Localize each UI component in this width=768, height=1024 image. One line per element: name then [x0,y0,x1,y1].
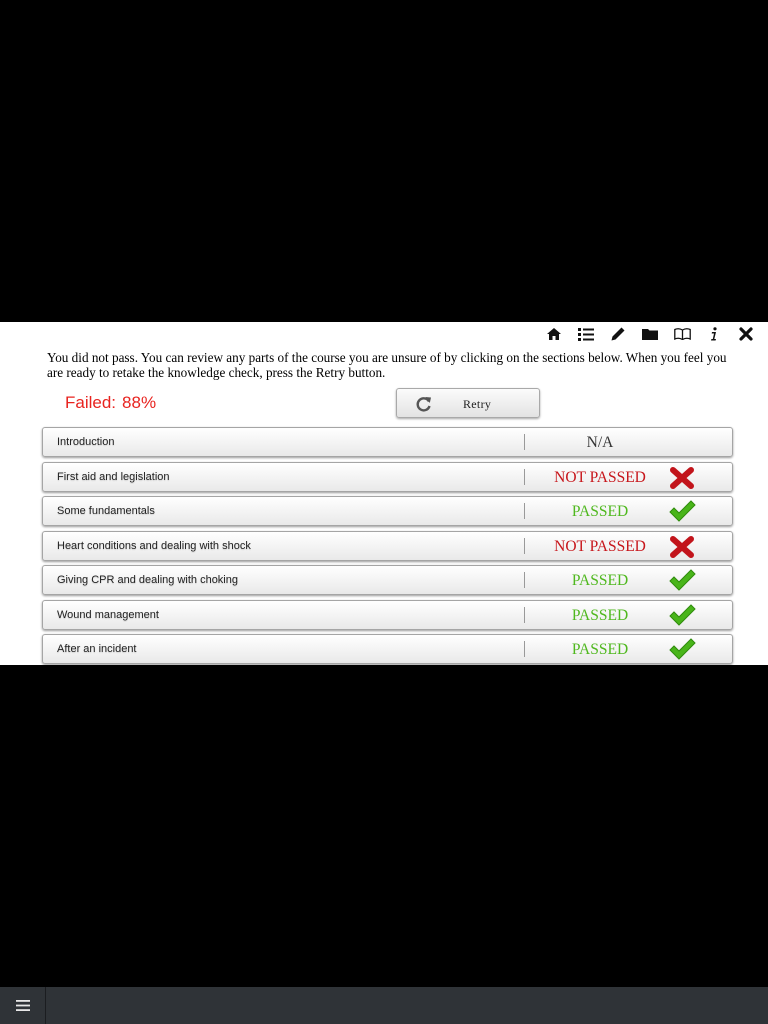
close-button[interactable] [730,324,762,344]
menu-button[interactable] [0,987,46,1024]
section-title: Heart conditions and dealing with shock [57,539,251,552]
section-title: After an incident [57,643,137,655]
section-status: NOT PASSED [554,537,646,555]
section-row[interactable] [42,427,733,457]
retry-label: Retry [463,397,492,411]
status-mark [668,535,696,559]
notes-button[interactable] [602,324,634,344]
divider [524,572,525,588]
section-row[interactable] [42,462,733,492]
section-row[interactable] [42,565,733,595]
status-mark [668,466,696,490]
hamburger-icon [16,1000,30,1011]
retry-button[interactable] [396,388,540,418]
section-status: PASSED [571,572,629,589]
divider [524,434,525,450]
info-button[interactable] [698,324,730,344]
home-button[interactable] [538,324,570,344]
cross-icon [668,466,696,490]
section-status: PASSED [571,503,629,520]
taskbar [0,987,768,1024]
status-mark [668,500,696,524]
book-icon [674,328,691,340]
check-icon [668,500,696,524]
section-title: Some fundamentals [57,505,155,517]
section-status: PASSED [571,606,629,624]
divider [524,607,525,623]
section-row[interactable] [42,496,733,526]
result-message: You did not pass. You can review any parts of the course you are unsure of by clicking on the sections below. When you feel you are ready to retake the knowledge check, press the Retry button. [47,350,727,380]
divider [524,469,525,485]
contents-button[interactable] [570,324,602,344]
section-title: First aid and legislation [57,470,170,483]
close-icon [739,327,753,341]
section-list [42,427,733,669]
section-status: NOT PASSED [554,468,646,486]
cross-icon [668,535,696,559]
section-status: PASSED [571,641,629,658]
section-title: Introduction [57,436,115,448]
section-row[interactable] [42,531,733,561]
divider [524,538,525,554]
info-icon [710,327,718,341]
toolbar [538,324,762,344]
check-icon [668,638,696,662]
section-title: Wound management [57,608,159,621]
glossary-button[interactable] [666,324,698,344]
divider [524,641,525,657]
status-mark [668,638,696,662]
divider [524,503,525,519]
result-label: Failed: [65,393,117,412]
check-icon [668,604,696,628]
result-score [65,393,156,413]
section-title: Giving CPR and dealing with choking [57,574,238,586]
status-mark [668,569,696,593]
status-mark [668,604,696,628]
pencil-icon [611,327,625,341]
section-row[interactable] [42,600,733,630]
section-status: N/A [586,434,614,451]
home-icon [547,328,561,340]
score-value: 88% [122,393,157,412]
refresh-icon [416,396,432,412]
list-icon [578,328,594,341]
resources-button[interactable] [634,324,666,344]
course-results-panel [0,322,768,665]
check-icon [668,569,696,593]
section-row[interactable] [42,634,733,664]
folder-icon [642,328,658,340]
